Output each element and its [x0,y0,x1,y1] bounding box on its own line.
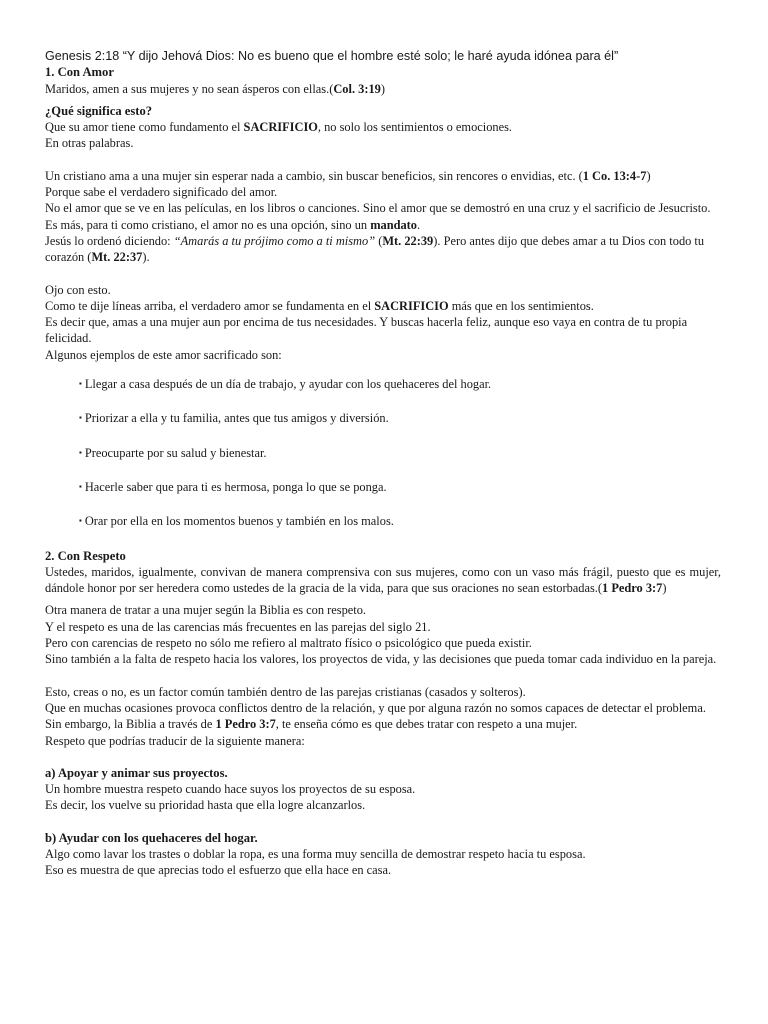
section-1-verse: Maridos, amen a sus mujeres y no sean ásperos con ellas.(Col. 3:19) [45,81,385,96]
paragraph: Y el respeto es una de las carencias más frecuentes en las parejas del siglo 21. [45,619,431,634]
paragraph: Porque sabe el verdadero significado del amor. [45,185,278,200]
paragraph: Sino también a la falta de respeto hacia los valores, los proyectos de vida, y las decisiones que pueda tomar cada individuo en la pareja. [45,652,717,667]
paragraph: Algo como lavar los trastes o doblar la ropa, es una forma muy sencilla de demostrar respeto hacia tu esposa. [45,846,586,861]
paragraph: Como te dije líneas arriba, el verdadero amor se fundamenta en el SACRIFICIO más que en los sentimientos. [45,298,594,313]
list-item: ▪ Llegar a casa después de un día de trabajo, y ayudar con los quehaceres del hogar. [79,377,492,392]
list-item: ▪ Priorizar a ella y tu familia, antes que tus amigos y diversión. [79,411,389,426]
bible-reference: 1 Co. 13:4-7 [582,168,647,183]
bullet-icon: ▪ [79,481,82,491]
paragraph: Que en muchas ocasiones provoca conflictos dentro de la relación, y que por alguna razón no somos capaces de detectar el problema. [45,700,706,715]
intro-verse: Genesis 2:18 “Y dijo Jehová Dios: No es bueno que el hombre esté solo; le haré ayuda idónea para él” [45,49,619,63]
bible-reference: Mt. 22:39 [382,233,434,248]
paragraph: No el amor que se ve en las películas, en los libros o canciones. Sino el amor que se demostró en una cruz y el sacrificio de Jesucristo. [45,201,711,216]
list-item: ▪ Preocuparte por su salud y bienestar. [79,445,267,460]
bullet-icon: ▪ [79,379,82,389]
paragraph: Jesús lo ordenó diciendo: “Amarás a tu prójimo como a ti mismo” (Mt. 22:39). Pero antes dijo que debes amar a tu Dios con todo tu corazón (Mt. 22:37). [45,233,705,265]
bullet-icon: ▪ [79,413,82,423]
paragraph: Es decir que, amas a una mujer aun por encima de tus necesidades. Y buscas hacerla feliz, aunque eso vaya en contra de tu propia felicidad. [45,315,688,346]
bible-reference: Col. 3:19 [333,81,381,96]
subsection-a-heading: a) Apoyar y animar sus proyectos. [45,765,228,780]
bullet-icon: ▪ [79,516,82,526]
list-item: ▪ Hacerle saber que para ti es hermosa, ponga lo que se ponga. [79,479,387,494]
paragraph: Respeto que podrías traducir de la siguiente manera: [45,733,305,748]
paragraph: Eso es muestra de que aprecias todo el esfuerzo que ella hace en casa. [45,863,392,878]
paragraph: Es más, para ti como cristiano, el amor no es una opción, sino un mandato. [45,217,421,232]
paragraph: Algunos ejemplos de este amor sacrificado son: [45,347,282,362]
quote: “Amarás a tu prójimo como a ti mismo” [173,233,376,248]
paragraph: Que su amor tiene como fundamento el SACRIFICIO, no solo los sentimientos o emociones. [45,120,513,135]
examples-list [45,376,721,529]
paragraph: Es decir, los vuelve su prioridad hasta que ella logre alcanzarlos. [45,798,366,813]
paragraph: En otras palabras. [45,136,134,151]
subsection-b-heading: b) Ayudar con los quehaceres del hogar. [45,830,258,845]
list-item: ▪ Orar por ella en los momentos buenos y también en los malos. [79,514,394,529]
section-1-subheading: ¿Qué significa esto? [45,103,153,118]
paragraph: Otra manera de tratar a una mujer según la Biblia es con respeto. [45,603,366,618]
section-2-verse: Ustedes, maridos, igualmente, convivan de manera comprensiva con sus mujeres, como con un vaso más frágil, puesto que es mujer, dándole honor por ser heredera como ustedes de la gracia de la vida, para que sus oraciones no sean estorbadas.(1 Pedro 3:7) [45,564,721,596]
section-1-heading: 1. Con Amor [45,65,114,80]
bullet-icon: ▪ [79,447,82,457]
paragraph: Un hombre muestra respeto cuando hace suyos los proyectos de su esposa. [45,782,416,797]
paragraph: Un cristiano ama a una mujer sin esperar nada a cambio, sin buscar beneficios, sin rencores o envidias, etc. (1 Co. 13:4-7) [45,168,651,183]
paragraph: Ojo con esto. [45,282,111,297]
bible-reference: 1 Pedro 3:7 [602,581,663,596]
section-2-heading: 2. Con Respeto [45,548,126,563]
bible-reference: 1 Pedro 3:7 [215,717,276,732]
paragraph: Sin embargo, la Biblia a través de 1 Pedro 3:7, te enseña cómo es que debes tratar con respeto a una mujer. [45,717,578,732]
bible-reference: Mt. 22:37 [91,250,143,265]
document-body [45,48,721,879]
paragraph: Esto, creas o no, es un factor común también dentro de las parejas cristianas (casados y solteros). [45,684,526,699]
paragraph: Pero con carencias de respeto no sólo me refiero al maltrato físico o psicológico que pueda existir. [45,636,532,651]
